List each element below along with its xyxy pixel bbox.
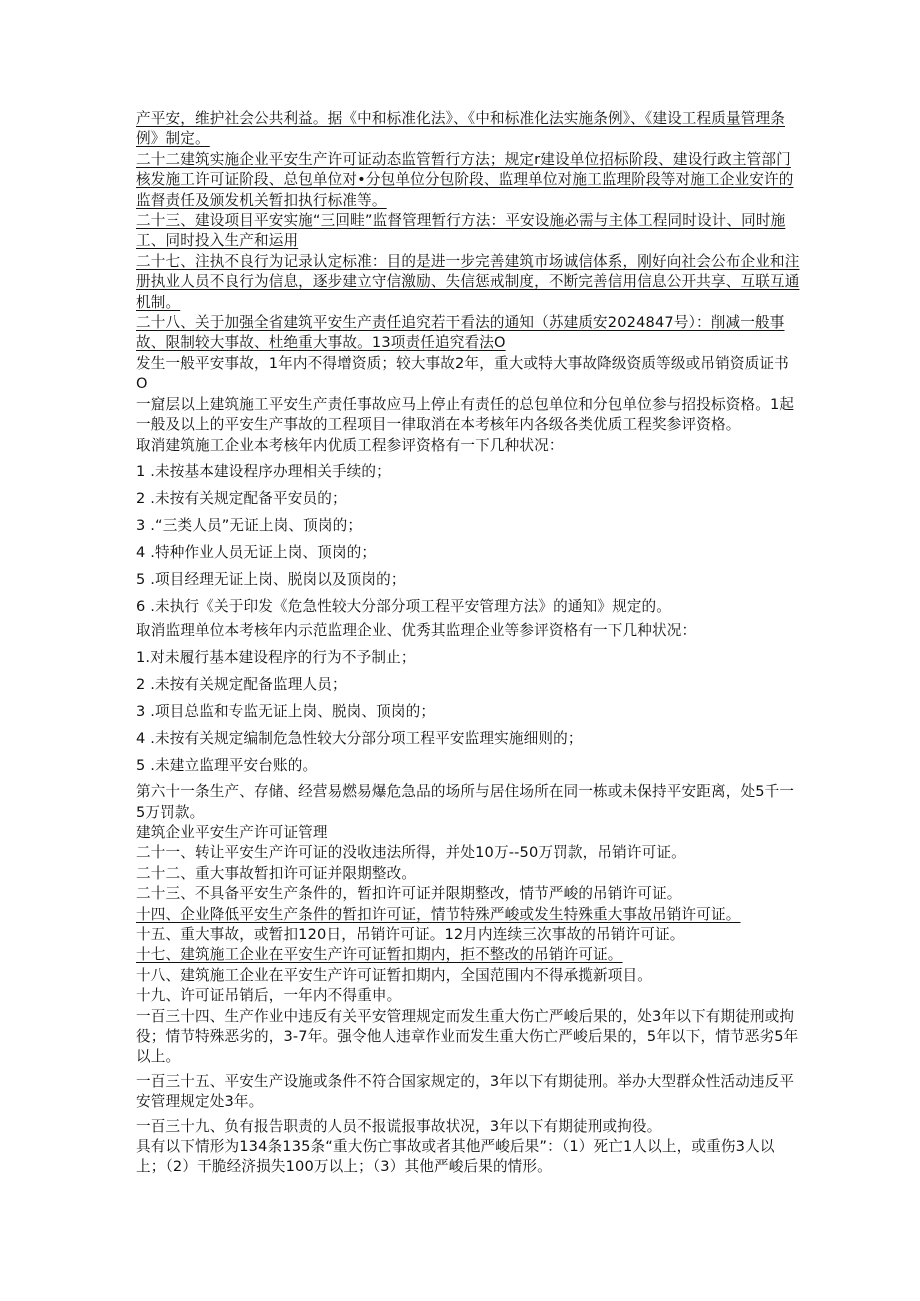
paragraph: 十四、企业降低平安生产条件的暂扣许可证，情节特殊严峻或发生特殊重大事故吊销许可证。 <box>136 905 741 923</box>
paragraph: 发生一般平安事故，1年内不得增资质；较大事故2年，重大或特大事故降级资质等级或吊销资质证书O <box>136 354 789 393</box>
list-item: 3 .“三类人员”无证上岗、顶岗的； <box>136 516 363 534</box>
paragraph: 二十七、注执不良行为记录认定标准：目的是进一步完善建筑市场诚信体系，刚好向社会公布企业和注册执业人员不良行为信息，逐步建立守信激励、失信惩戒制度，不断完善信用信息公开共享、互联互通机制。 <box>136 252 800 311</box>
supervision-disqualification-list <box>136 648 800 776</box>
paragraph: 二十二建筑实施企业平安生产许可证动态监管暂行方法；规定r建设单位招标阶段、建设行政主管部门核发施工许可证阶段、总包单位对•分包单位分包阶段、监理单位对施工监理阶段等对施工企业安许的监督责任及颁发机关暂扣执行标准等。 <box>136 150 794 209</box>
paragraph: 建筑企业平安生产许可证管理 <box>136 823 328 841</box>
list-item: 5 .项目经理无证上岗、脱岗以及顶岗的； <box>136 570 406 588</box>
paragraph: 产平安，维护社会公共利益。据《中和标准化法》、《中和标准化法实施条例》、《建设工程质量管理条例》制定。 <box>136 110 786 148</box>
paragraph: 一窟层以上建筑施工平安生产责任事故应马上停止有责任的总包单位和分包单位参与招投标资格。1起一般及以上的平安生产事故的工程项目一律取消在本考核年内各级各类优质工程奖参评资格。 <box>136 395 795 434</box>
paragraph: 第六十一条生产、存储、经营易燃易爆危急品的场所与居住场所在同一栋或未保持平安距离，处5千一5万罚款。 <box>136 783 795 821</box>
paragraph: 十九、许可证吊销后，一年内不得重申。 <box>136 987 402 1005</box>
supervision-heading: 取消监理单位本考核年内示范监理企业、优秀其监理企业等参评资格有一下几种状况： <box>136 622 697 640</box>
document-page <box>136 109 800 1178</box>
bottom-paragraphs <box>136 782 800 1178</box>
list-item: 4 .未按有关规定编制危急性较大分部分项工程平安监理实施细则的； <box>136 729 583 747</box>
paragraph: 一百三十四、生产作业中违反有关平安管理规定而发生重大伤亡严峻后果的，处3年以下有期徒刑或拘役；情节特殊恶劣的，3-7年。强令他人违章作业而发生重大伤亡严峻后果的，5年以下，情节恶劣5年以上。 <box>136 1007 799 1066</box>
paragraph: 十七、建筑施工企业在平安生产许可证暂扣期内，拒不整改的吊销许可证。 <box>136 946 623 964</box>
paragraph: 二十三、不具备平安生产条件的，暂扣许可证并限期整改，情节严峻的吊销许可证。 <box>136 885 682 903</box>
paragraph: 二十八、关于加强全省建筑平安生产责任追究若干看法的通知（苏建质安2024847号）：削减一般事故、限制较大事故、杜绝重大事故。13项责任追究看法O <box>136 314 785 352</box>
paragraph: 具有以下情形为134条135条“重大伤亡事故或者其他严峻后果”：（1）死亡1人以上，或重伤3人以上；（2）干脆经济损失100万以上；（3）其他严峻后果的情形。 <box>136 1138 775 1176</box>
list-item: 1.对未履行基本建设程序的行为不予制止； <box>136 648 416 666</box>
list-item: 6 .未执行《关于印发《危急性较大分部分项工程平安管理方法》的通知》规定的。 <box>136 597 672 615</box>
top-paragraphs <box>136 109 800 456</box>
list-item: 2 .未按有关规定配备平安员的； <box>136 489 347 507</box>
paragraph: 一百三十五、平安生产设施或条件不符合国家规定的，3年以下有期徒刑。举办大型群众性活动违反平安管理规定处3年。 <box>136 1072 795 1111</box>
paragraph: 一百三十九、负有报告职责的人员不报谎报事故状况，3年以下有期徒刑或拘役。 <box>136 1117 662 1135</box>
paragraph: 二十三、建设项目平安实施“三回畦”监督管理暂行方法：平安设施必需与主体工程同时设计、同时施工、同时投入生产和运用 <box>136 212 786 250</box>
list-item: 5 .未建立监理平安台账的。 <box>136 756 318 774</box>
paragraph: 二十一、转让平安生产许可证的没收违法所得，并处10万--50万罚款，吊销许可证。 <box>136 844 686 862</box>
list-item: 1 .未按基本建设程序办理相关手续的； <box>136 462 391 480</box>
paragraph: 取消建筑施工企业本考核年内优质工程参评资格有一下几种状况： <box>136 436 564 454</box>
paragraph: 十五、重大事故，或暂扣120日，吊销许可证。12月内连续三次事故的吊销许可证。 <box>136 925 685 943</box>
list-item: 2 .未按有关规定配备监理人员； <box>136 675 347 693</box>
list-item: 4 .特种作业人员无证上岗、顶岗的； <box>136 543 377 561</box>
list-item: 3 .项目总监和专监无证上岗、脱岗、顶岗的； <box>136 702 436 720</box>
paragraph: 二十二、重大事故暂扣许可证并限期整改。 <box>136 864 417 882</box>
construction-disqualification-list <box>136 462 800 617</box>
paragraph: 十八、建筑施工企业在平安生产许可证暂扣期内，全国范围内不得承揽新项目。 <box>136 966 653 984</box>
